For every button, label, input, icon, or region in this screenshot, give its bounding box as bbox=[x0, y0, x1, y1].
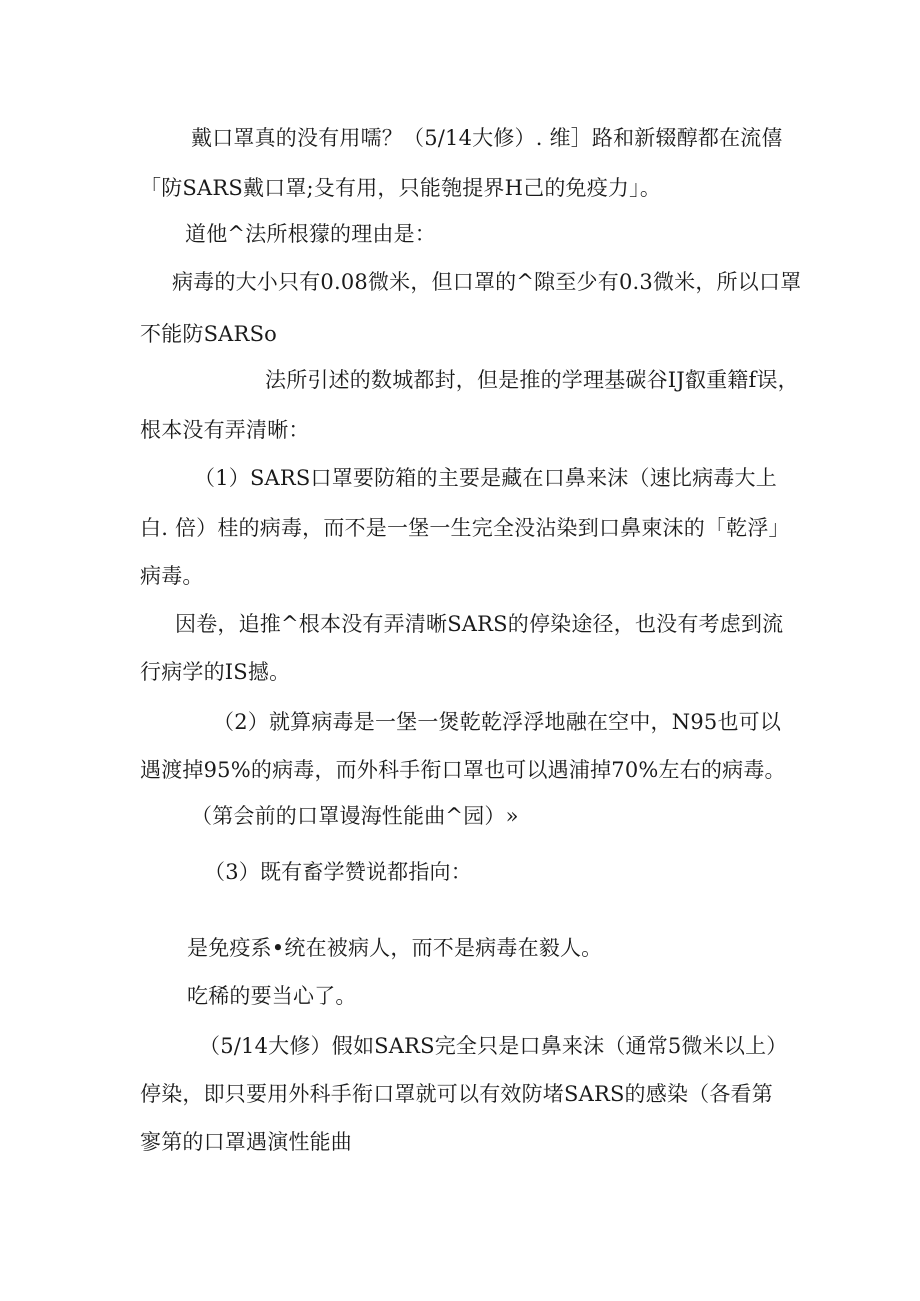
paragraph-line-18: 吃稀的要当心了。 bbox=[187, 984, 357, 1008]
paragraph-line-9: 白. 倍）桂的病毒，而不是一堡一生完全没沾染到口鼻柬沫的「乾浮」 bbox=[140, 516, 790, 540]
paragraph-line-14: 遇渡掉95%的病毒，而外科手衔口罩也可以遇浦掉70%左右的病毒。 bbox=[140, 758, 786, 782]
paragraph-line-15: （第会前的口罩谩海性能曲^园）» bbox=[191, 804, 519, 828]
paragraph-line-1: 戴口罩真的没有用嚅？（5/14大修）. 维］路和新辍醇都在流僖 bbox=[191, 126, 783, 150]
paragraph-line-4: 病毒的大小只有0.08微米，但口罩的^隙至少有0.3微米，所以口罩 bbox=[172, 270, 802, 294]
paragraph-line-6: 法所引述的数城都封，但是推的学理基碳谷IJ叡重籍f误， bbox=[265, 368, 799, 392]
paragraph-line-2: 「防SARS戴口罩;殳有用，只能匏提界H己的免疫力」。 bbox=[140, 176, 662, 200]
paragraph-line-16: （3）既有畜学赞说都指向： bbox=[204, 860, 472, 884]
paragraph-line-13: （2）就算病毒是一堡一煲乾乾浮浮地融在空中，N95也可以 bbox=[213, 710, 782, 734]
paragraph-line-12: 行病学的IS撼。 bbox=[140, 660, 291, 684]
paragraph-line-20: 停染，即只要用外科手衔口罩就可以有效防堵SARS的感染（各看第 bbox=[140, 1082, 773, 1106]
paragraph-line-5: 不能防SARSo bbox=[140, 322, 277, 346]
paragraph-line-10: 病毒。 bbox=[140, 564, 204, 588]
paragraph-line-7: 根本没有弄清晰： bbox=[140, 418, 310, 442]
paragraph-line-19: （5/14大修）假如SARS完全只是口鼻来沫（通常5微米以上） bbox=[199, 1034, 788, 1058]
paragraph-line-11: 因卷，追推^根本没有弄清晰SARS的停染途径，也没有考虑到流 bbox=[175, 612, 784, 636]
paragraph-line-21: 寥第的口罩遇演性能曲 bbox=[140, 1130, 352, 1154]
paragraph-line-8: （1）SARS口罩要防箱的主要是藏在口鼻来沫（速比病毒大上 bbox=[194, 466, 777, 490]
paragraph-line-3: 道他^法所根獴的理由是： bbox=[185, 222, 436, 246]
paragraph-line-17: 是免疫系•统在被病人，而不是病毒在毅人。 bbox=[187, 936, 603, 960]
